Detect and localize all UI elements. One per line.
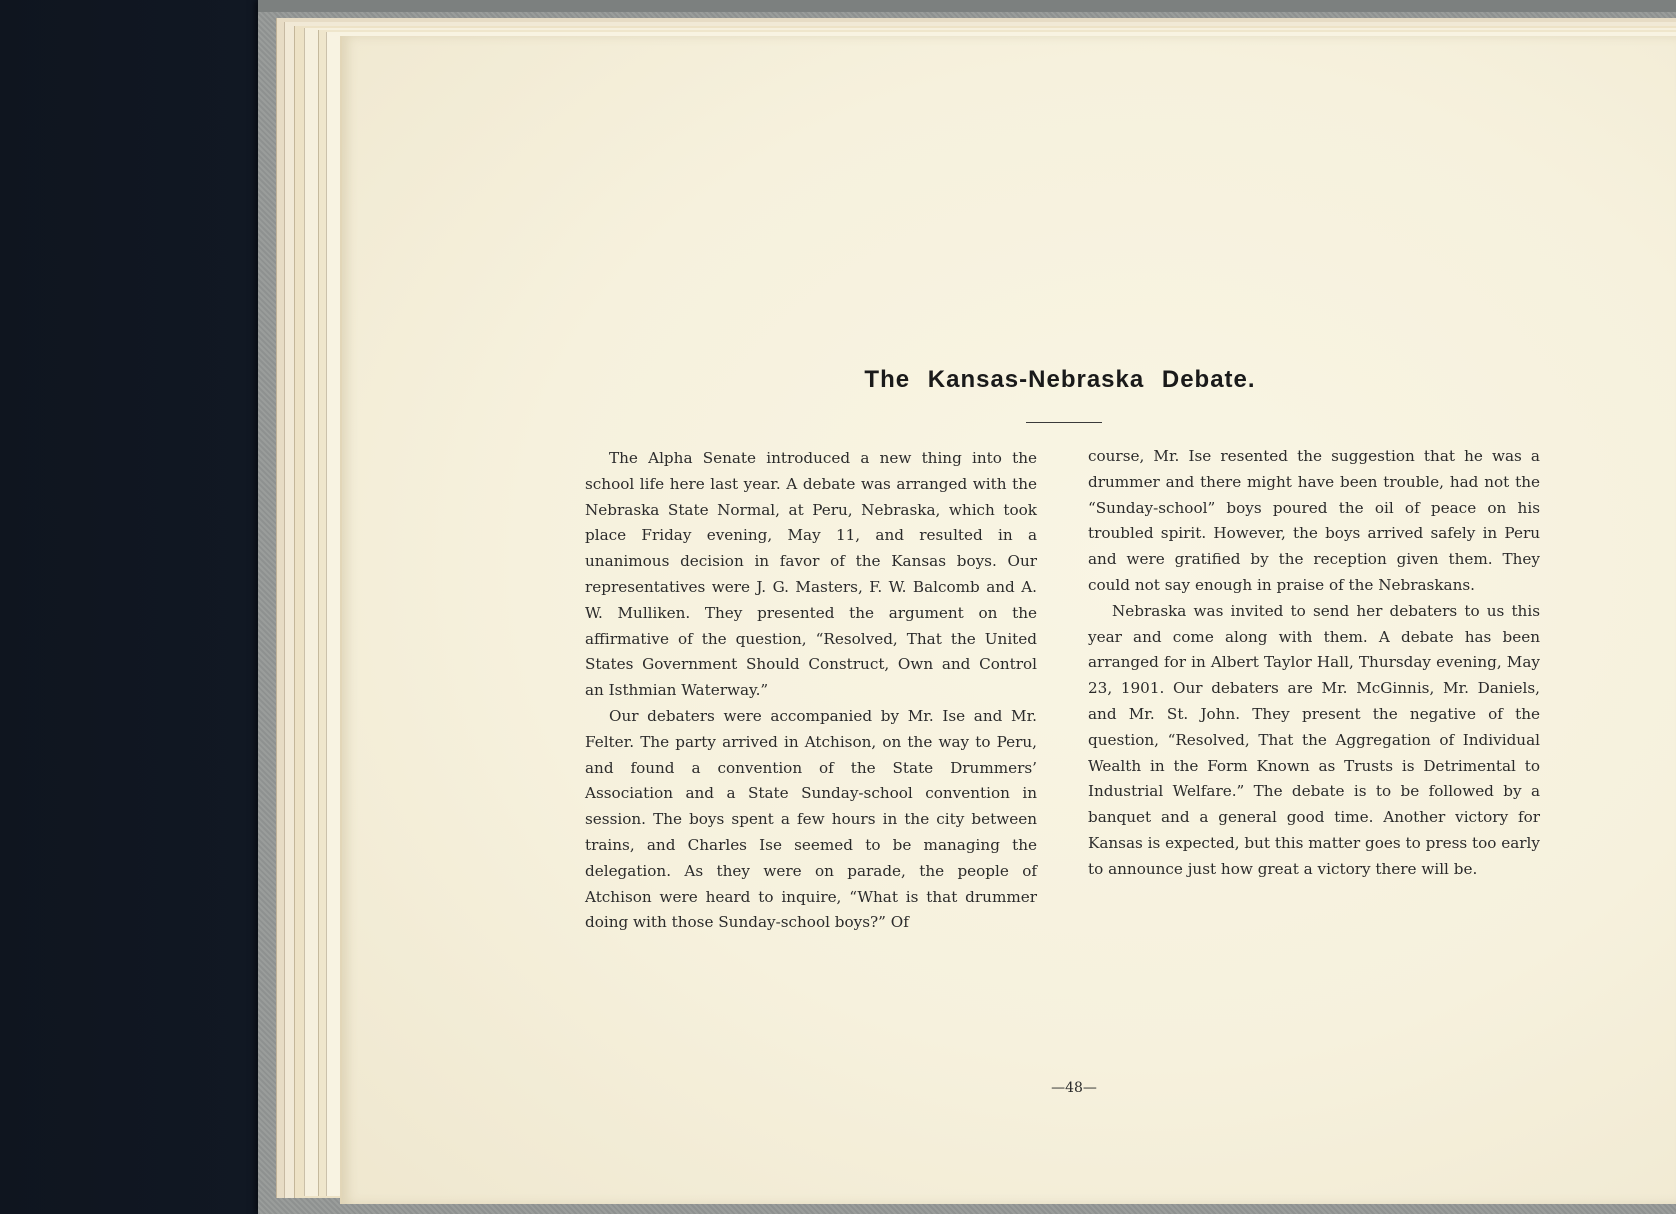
article-title: The Kansas-Nebraska Debate. bbox=[864, 366, 1256, 393]
paragraph: Our debaters were accompanied by Mr. Ise and Mr. Felter. The party arrived in Atchison, on the way to Peru, and found a convention of the State Drummers’ Association and a State Sunday-school convention in session. The boys spent a few hours in the city between trains, and Charles Ise seemed to be managing the delegation. As they were on parade, the people of Atchison were heard to inquire, “What is that drummer doing with those Sunday-school boys?” Of bbox=[585, 706, 1037, 932]
text-column-right bbox=[1088, 444, 1540, 883]
paragraph: The Alpha Senate introduced a new thing into the school life here last year. A debate was arranged with the Nebraska State Normal, at Peru, Nebraska, which took place Friday evening, May 11, and resulted in a unanimous decision in favor of the Kansas boys. Our representatives were J. G. Masters, F. W. Balcomb and A. W. Mulliken. They presented the argument on the affirmative of the question, “Resolved, That the United States Government Should Construct, Own and Control an Isthmian Waterway.” bbox=[585, 449, 1037, 700]
book-cover-top-edge bbox=[258, 0, 1676, 12]
paragraph: course, Mr. Ise resented the suggestion that he was a drummer and there might have been trouble, had not the “Sunday-school” boys poured the oil of peace on his troubled spirit. However, the boys arrived safely in Peru and were gratified by the reception given them. They could not say enough in praise of the Nebraskans. bbox=[1088, 447, 1540, 594]
paragraph: Nebraska was invited to send her debaters to us this year and come along with them. A debate has been arranged for in Albert Taylor Hall, Thursday evening, May 23, 1901. Our debaters are Mr. McGinnis, Mr. Daniels, and Mr. St. John. They present the negative of the question, “Resolved, That the Aggregation of Individual Wealth in the Form Known as Trusts is Detrimental to Industrial Welfare.” The debate is to be followed by a banquet and a general good time. Another victory for Kansas is expected, but this matter goes to press too early to announce just how great a victory there will be. bbox=[1088, 601, 1540, 878]
page-number: —48— bbox=[1051, 1080, 1097, 1096]
title-rule bbox=[1026, 422, 1102, 423]
text-column-left bbox=[585, 446, 1037, 936]
